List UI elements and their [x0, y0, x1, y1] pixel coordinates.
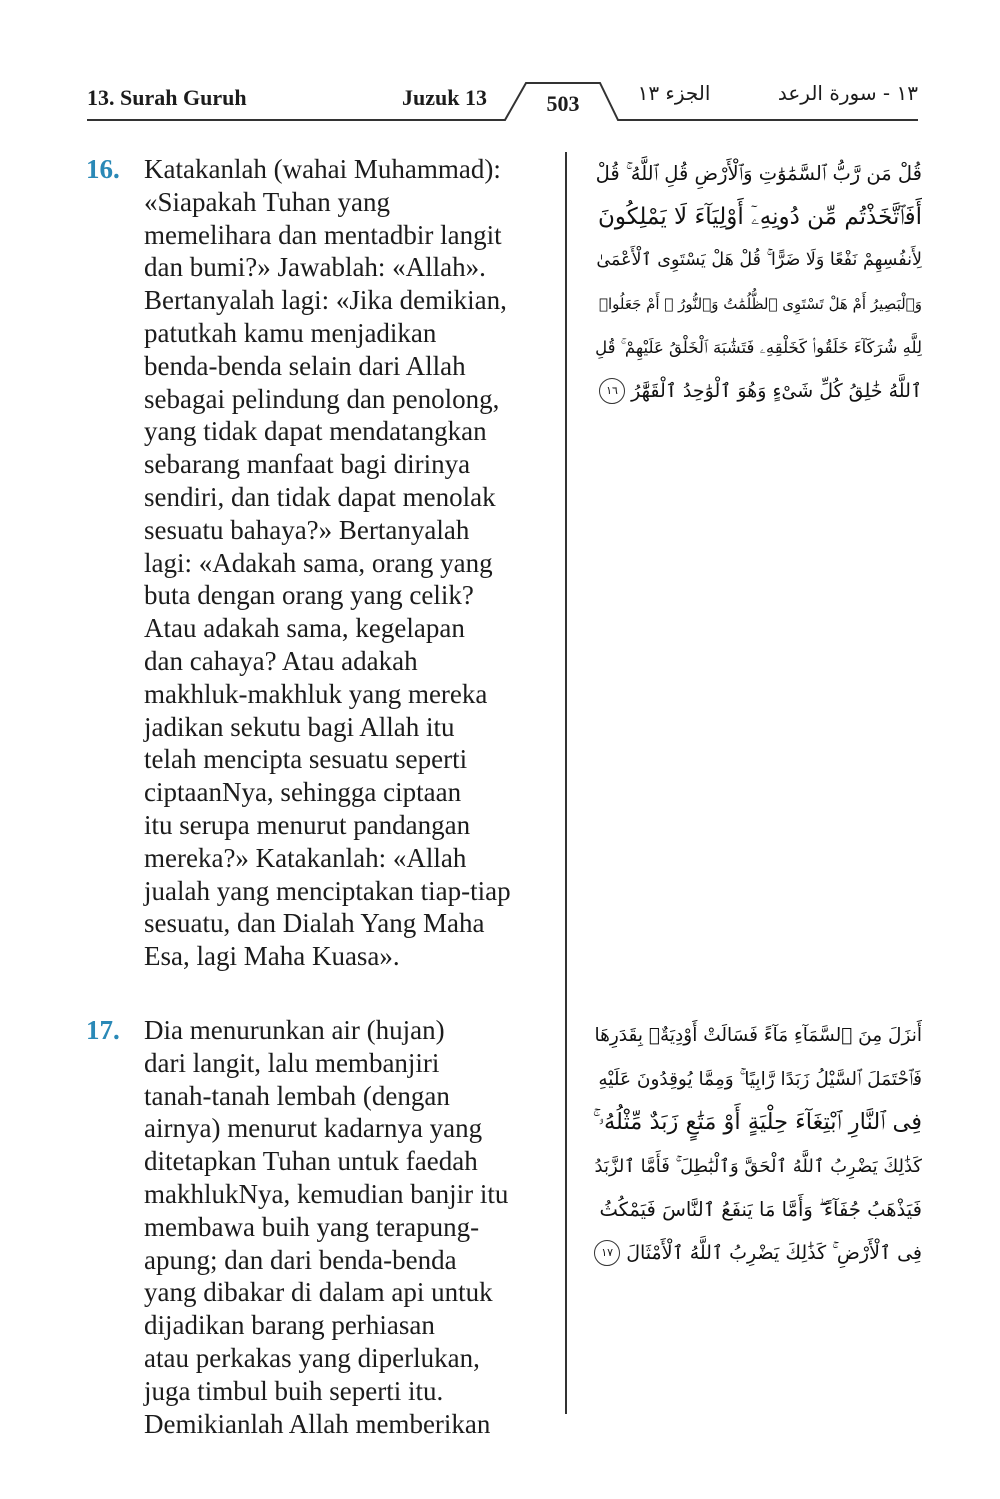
text-line: patutkah kamu menjadikan — [144, 317, 437, 348]
text-line: juga timbul buih seperti itu. — [144, 1375, 444, 1406]
text-line: Bertanyalah lagi: «Jika demikian, — [144, 285, 507, 316]
text-line: ditetapkan Tuhan untuk faedah — [144, 1146, 478, 1177]
text-line: telah mencipta sesuatu seperti — [144, 744, 468, 775]
arabic-line-text: ٱللَّهُ خَٰلِقُ كُلِّ شَىْءٍ وَهُوَ ٱلْوَٰحِدُ ٱلْقَهَّٰرُ — [631, 379, 922, 402]
text-line: Dia menurunkan air (hujan) — [144, 1015, 445, 1045]
arabic-line-text: فِى ٱلْأَرْضِ ۚ كَذَٰلِكَ يَضْرِبُ ٱللَّهُ ٱلْأَمْثَالَ — [626, 1241, 922, 1264]
juz-label-latin: Juzuk 13 — [402, 85, 487, 110]
text-line: Demikianlah Allah memberikan — [144, 1408, 491, 1439]
arabic-line: وَٱلْبَصِيرُ أَمْ هَلْ تَسْتَوِى ٱلظُّلُمَٰتُ وَٱلنُّورُ ۗ أَمْ جَعَلُوا۟ — [598, 294, 922, 313]
text-line: itu serupa menurut pandangan — [144, 809, 471, 840]
text-line: «Siapakah Tuhan yang — [144, 186, 390, 217]
header-rule — [0, 0, 1000, 130]
arabic-line: لِأَنفُسِهِمْ نَفْعًا وَلَا ضَرًّا ۚ قُلْ هَلْ يَسْتَوِى ٱلْأَعْمَىٰ — [596, 250, 922, 271]
verse-end-marker-icon: ١٧ — [594, 1240, 620, 1266]
arabic-line: أَفَٱتَّخَذْتُم مِّن دُونِهِۦٓ أَوْلِيَآءَ لَا يَمْلِكُونَ — [597, 203, 922, 230]
verse-number: 16. — [86, 154, 120, 184]
arabic-line — [592, 1232, 922, 1276]
arabic-line: أَنزَلَ مِنَ ٱلسَّمَآءِ مَآءً فَسَالَتْ أَوْدِيَةٌۢ بِقَدَرِهَا — [594, 1025, 922, 1046]
text-line: Atau adakah sama, kegelapan — [144, 613, 465, 644]
page-number: 503 — [546, 91, 580, 116]
text-line: buta dengan orang yang celik? — [144, 580, 474, 611]
arabic-line: كَذَٰلِكَ يَضْرِبُ ٱللَّهُ ٱلْحَقَّ وَٱلْبَٰطِلَ ۚ فَأَمَّا ٱلزَّبَدُ — [594, 1155, 922, 1177]
text-line: jadikan sekutu bagi Allah itu — [144, 711, 455, 742]
text-line: sebarang manfaat bagi dirinya — [144, 449, 471, 480]
text-line: atau perkakas yang diperlukan, — [144, 1342, 480, 1373]
text-line: lagi: «Adakah sama, orang yang — [144, 547, 493, 578]
text-line: memelihara dan mentadbir langit — [144, 219, 502, 250]
verse-16-arabic — [592, 152, 922, 414]
text-line: makhluk-makhluk yang mereka — [144, 678, 488, 709]
arabic-line: فِى ٱلنَّارِ ٱبْتِغَآءَ حِلْيَةٍ أَوْ مَتَٰعٍ زَبَدٌ مِّثْلُهُۥ ۚ — [592, 1109, 922, 1136]
arabic-line: فَٱحْتَمَلَ ٱلسَّيْلُ زَبَدًا رَّابِيًا ۚ وَمِمَّا يُوقِدُونَ عَلَيْهِ — [598, 1068, 922, 1090]
text-line: Esa, lagi Maha Kuasa». — [144, 941, 400, 972]
verse-end-marker-icon: ١٦ — [599, 378, 625, 404]
text-line: airnya) menurut kadarnya yang — [144, 1113, 483, 1144]
text-line: sesuatu, dan Dialah Yang Maha — [144, 908, 485, 939]
arabic-line: فَيَذْهَبُ جُفَآءً ۖ وَأَمَّا مَا يَنفَعُ ٱلنَّاسَ فَيَمْكُثُ — [599, 1198, 922, 1222]
text-line: dijadikan barang perhiasan — [144, 1310, 435, 1341]
column-divider — [565, 152, 567, 1414]
juz-label-arabic: الجزء ١٣ — [637, 81, 711, 105]
text-line: jualah yang menciptakan tiap-tiap — [144, 875, 511, 906]
page-header — [0, 0, 1000, 130]
text-line: dari langit, lalu membanjiri — [144, 1047, 440, 1078]
text-line: yang tidak dapat mendatangkan — [144, 416, 487, 447]
verse-number: 17. — [86, 1015, 120, 1045]
text-line: mereka?» Katakanlah: «Allah — [144, 842, 467, 873]
text-line: dan bumi?» Jawablah: «Allah». — [144, 252, 486, 283]
text-line: ciptaanNya, sehingga ciptaan — [144, 777, 462, 808]
verse-text — [144, 153, 564, 973]
text-line: Katakanlah (wahai Muhammad): — [144, 154, 501, 184]
text-line: dan cahaya? Atau adakah — [144, 645, 418, 676]
text-line: tanah-tanah lembah (dengan — [144, 1080, 450, 1111]
text-line: makhlukNya, kemudian banjir itu — [144, 1178, 509, 1209]
text-line: sesuatu bahaya?» Bertanyalah — [144, 514, 470, 545]
surah-title-latin: 13. Surah Guruh — [87, 85, 247, 110]
text-line: sebagai pelindung dan penolong, — [144, 383, 500, 414]
text-line: sendiri, dan tidak dapat menolak — [144, 481, 496, 512]
surah-title-arabic: ١٣ - سورة الرعد — [777, 81, 918, 105]
arabic-line: لِلَّهِ شُرَكَآءَ خَلَقُوا۟ كَخَلْقِهِۦ فَتَشَٰبَهَ ٱلْخَلْقُ عَلَيْهِمْ ۚ قُلِ — [595, 338, 922, 358]
text-line: yang dibakar di dalam api untuk — [144, 1277, 493, 1308]
arabic-line: قُلْ مَن رَّبُّ ٱلسَّمَٰوَٰتِ وَٱلْأَرْضِ قُلِ ٱللَّهُ ۚ قُلْ — [595, 162, 922, 185]
verse-text — [144, 1014, 564, 1440]
verse-17-arabic — [592, 1014, 922, 1276]
text-line: apung; dan dari benda-benda — [144, 1244, 457, 1275]
text-line: benda-benda selain dari Allah — [144, 350, 466, 381]
text-line: membawa buih yang terapung- — [144, 1211, 480, 1242]
arabic-line — [592, 370, 922, 414]
